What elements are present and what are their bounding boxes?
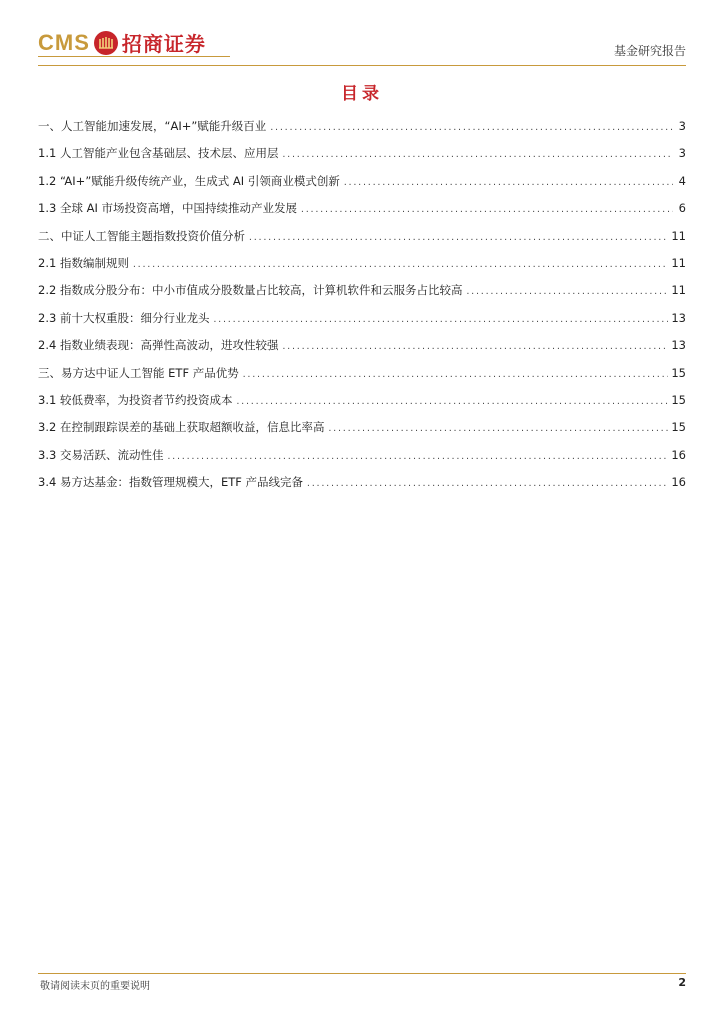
toc-entry-1[interactable] [38,118,686,145]
toc-entry-text: 3.2 在控制跟踪误差的基础上获取超额收益，信息比率高 [38,420,325,435]
toc-entry-text: 1.1 人工智能产业包含基础层、技术层、应用层 [38,146,279,161]
footer-disclaimer-note: 敬请阅读末页的重要说明 [40,981,150,992]
toc-page-number: 15 [671,392,686,407]
toc-entry-text: 三、易方达中证人工智能 ETF 产品优势 [38,365,239,380]
toc-entry-text: 3.1 较低费率，为投资者节约投资成本 [38,392,233,407]
toc-entry-1-2[interactable] [38,173,686,200]
toc-page-number: 13 [671,338,686,353]
toc-dot-leader [281,150,673,159]
company-logo [38,28,206,57]
toc-page-number: 11 [671,283,686,298]
toc-entry-1-3[interactable] [38,200,686,227]
toc-entry-1-1[interactable] [38,145,686,172]
page-header [38,26,686,66]
report-type-label: 基金研究报告 [613,44,686,58]
toc-dot-leader [212,315,668,324]
toc-dot-leader [248,233,668,242]
toc-entry-2-4[interactable] [38,337,686,364]
toc-entry-text: 3.3 交易活跃、流动性佳 [38,447,164,462]
toc-page-number: 13 [671,310,686,325]
logo-company-name: 招商证券 [121,32,206,56]
toc-entry-2-1[interactable] [38,255,686,282]
cms-seal-icon [94,31,118,55]
toc-dot-leader [300,205,673,214]
toc-entry-2[interactable] [38,228,686,255]
table-of-contents [38,118,686,501]
toc-dot-leader [343,178,673,187]
toc-entry-text: 2.1 指数编制规则 [38,255,129,270]
toc-dot-leader [235,397,668,406]
toc-entry-3[interactable] [38,365,686,392]
toc-page-number: 3 [678,146,686,161]
toc-entry-2-2[interactable] [38,282,686,309]
header-divider [38,65,686,66]
toc-dot-leader [132,260,668,269]
toc-entry-2-3[interactable] [38,310,686,337]
toc-page-number: 16 [671,475,686,490]
toc-entry-3-4[interactable] [38,474,686,501]
toc-entry-text: 1.3 全球 AI 市场投资高增，中国持续推动产业发展 [38,201,298,216]
toc-entry-3-3[interactable] [38,447,686,474]
toc-dot-leader [166,452,668,461]
toc-page-number: 11 [671,228,686,243]
toc-entry-text: 一、人工智能加速发展，“AI+”赋能升级百业 [38,119,267,133]
toc-entry-3-1[interactable] [38,392,686,419]
toc-page-number: 3 [678,119,686,133]
toc-dot-leader [281,342,668,351]
toc-dot-leader [306,479,668,488]
toc-page-number: 15 [671,365,686,380]
toc-dot-leader [242,370,669,379]
toc-dot-leader [465,287,668,296]
toc-entry-text: 二、中证人工智能主题指数投资价值分析 [38,228,245,243]
page-number: 2 [678,976,686,989]
toc-page-number: 11 [671,255,686,270]
toc-entry-text: 1.2 “AI+”赋能升级传统产业，生成式 AI 引领商业模式创新 [38,173,340,188]
toc-page-number: 15 [671,420,686,435]
toc-dot-leader [327,424,668,433]
footer-divider [38,973,686,974]
toc-title: 目录 [341,84,383,104]
logo-underline [38,56,230,57]
toc-entry-3-2[interactable] [38,419,686,446]
toc-page-number: 6 [678,201,686,216]
toc-entry-text: 2.2 指数成分股分布：中小市值成分股数量占比较高，计算机软件和云服务占比较高 [38,283,463,298]
logo-cms-text: CMS [38,29,90,55]
toc-entry-text: 2.4 指数业绩表现：高弹性高波动，进攻性较强 [38,338,279,353]
toc-page-number: 4 [678,173,686,188]
toc-dot-leader [269,123,673,132]
toc-entry-text: 2.3 前十大权重股：细分行业龙头 [38,310,210,325]
toc-page-number: 16 [671,447,686,462]
toc-entry-text: 3.4 易方达基金：指数管理规模大，ETF 产品线完备 [38,475,304,490]
